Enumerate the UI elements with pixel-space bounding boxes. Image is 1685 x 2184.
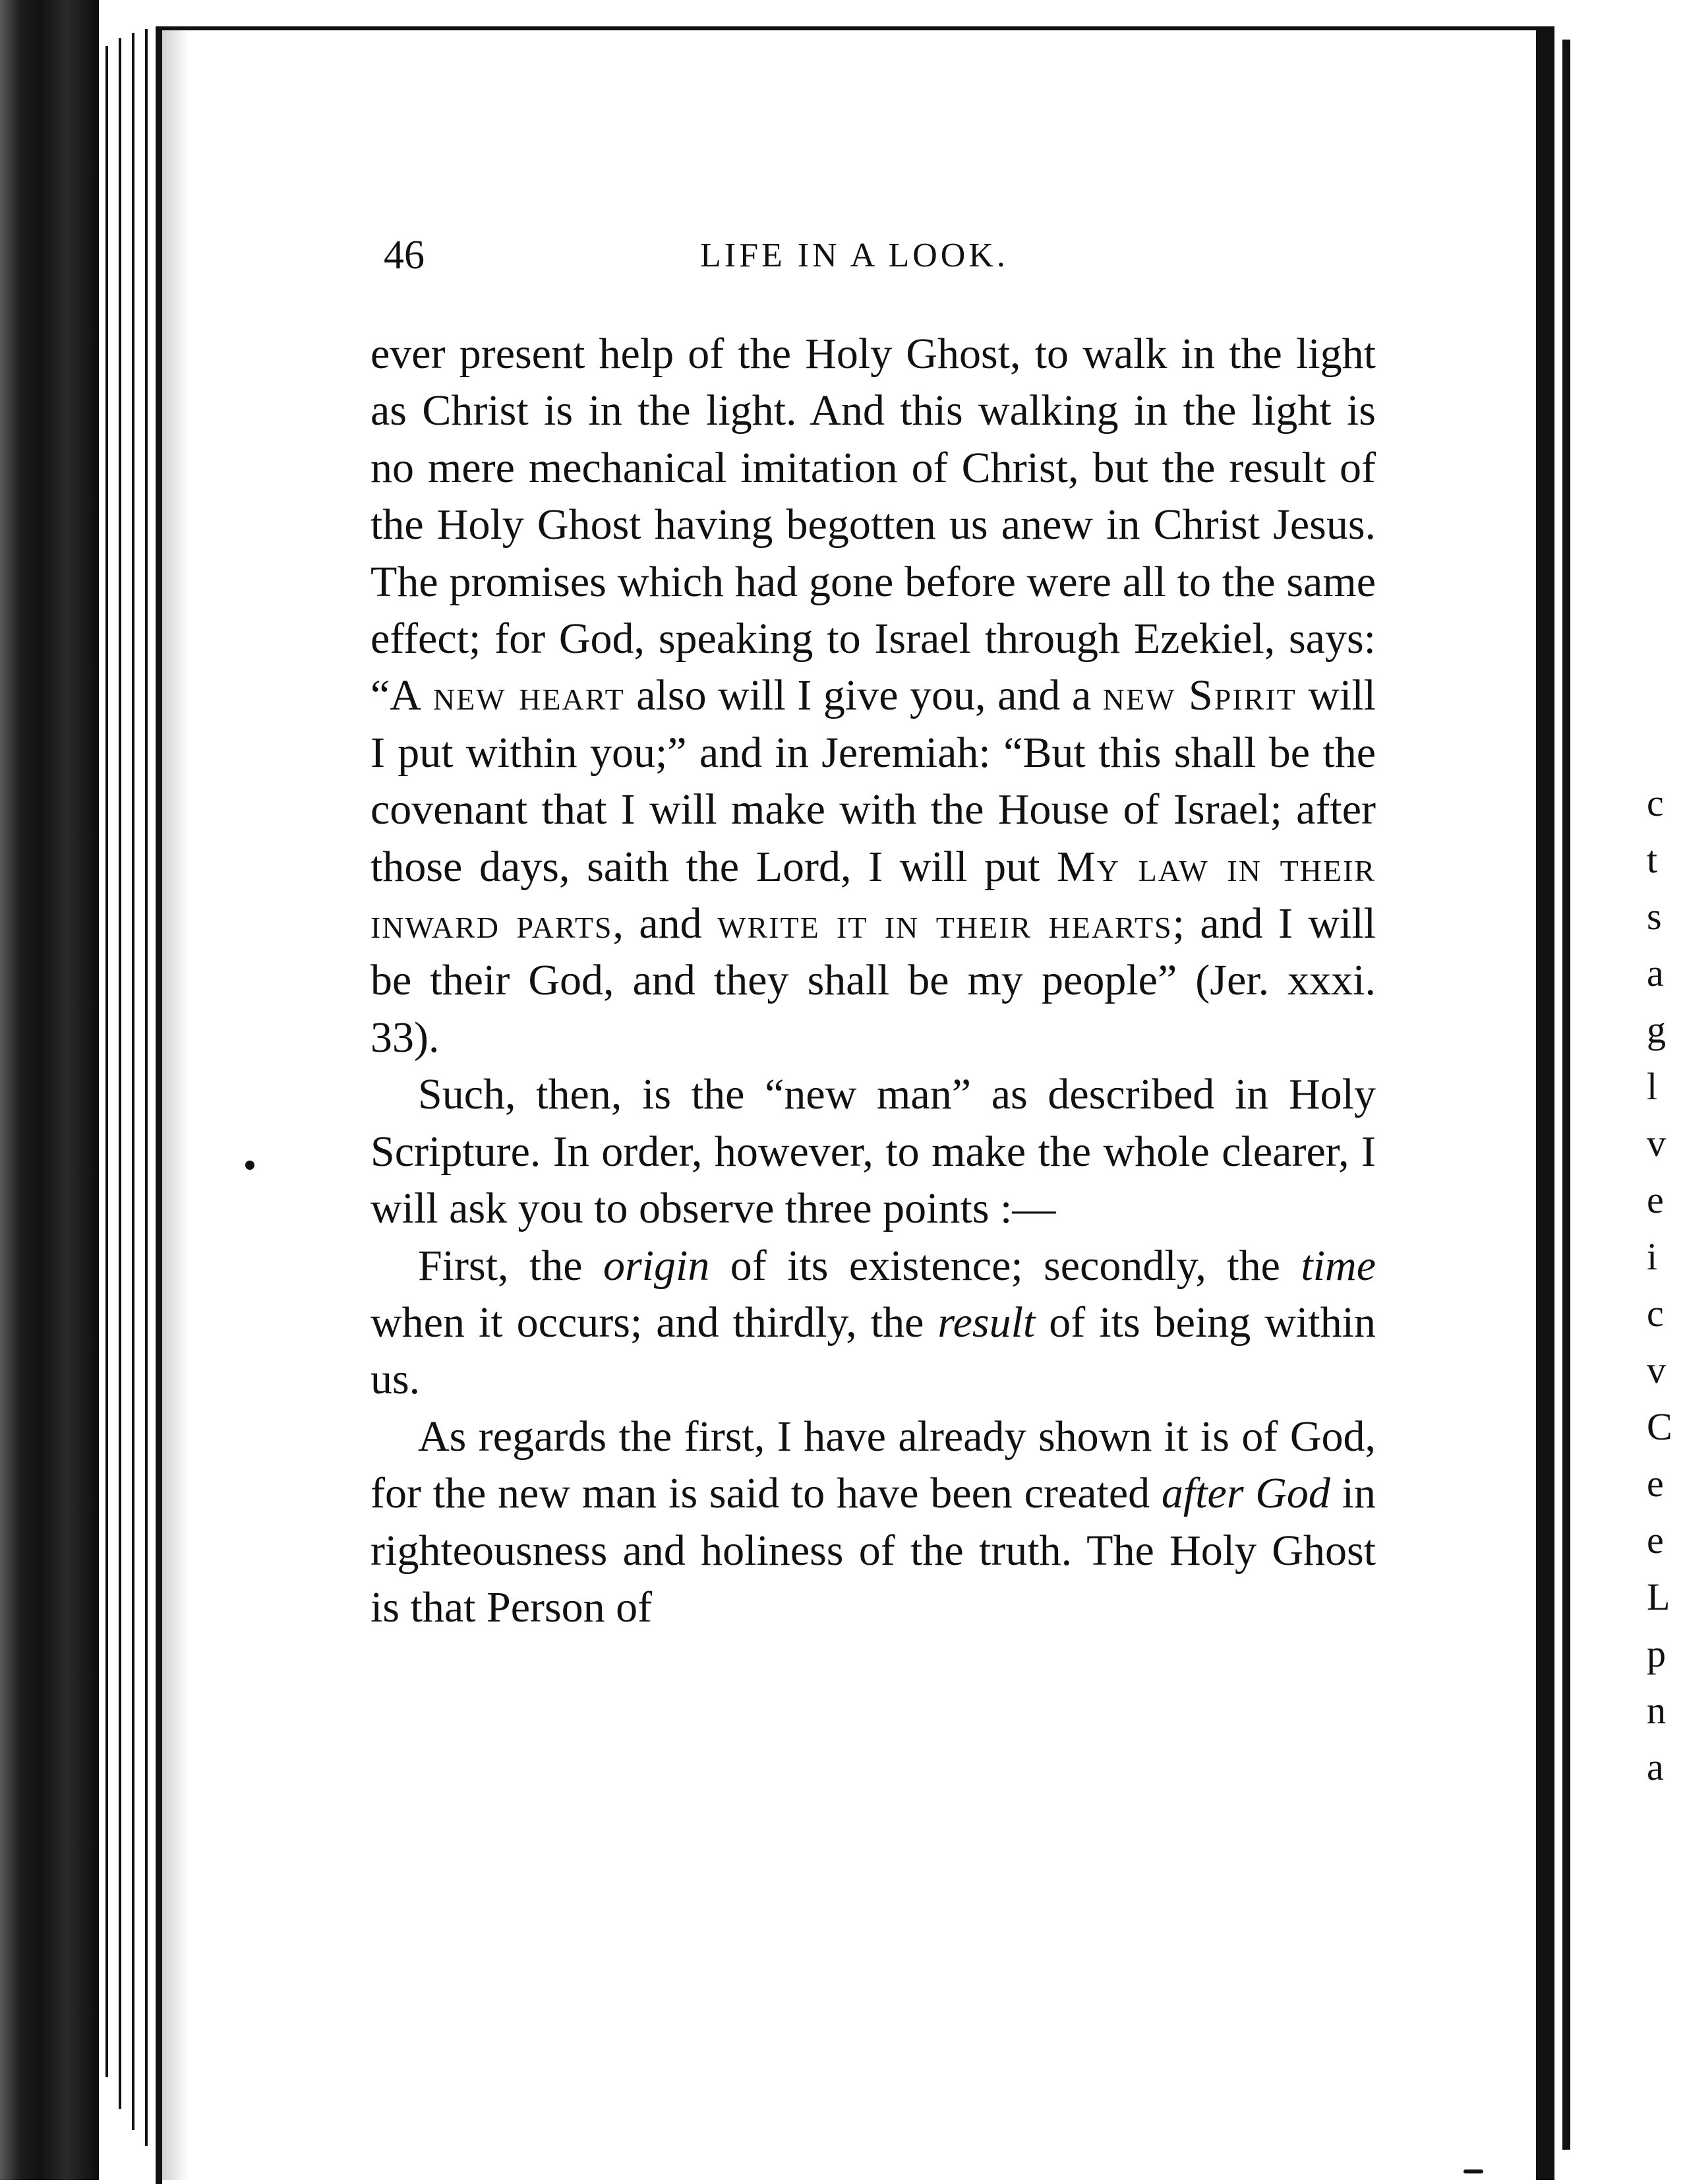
facing-letter: v [1647, 1122, 1666, 1165]
facing-letter: v [1647, 1349, 1666, 1391]
paragraph [370, 1409, 1376, 1637]
facing-letter: e [1647, 1178, 1664, 1221]
text-run: also will I give you, and a [624, 671, 1103, 720]
text-run: of its being within us. [370, 1298, 1376, 1404]
page-edge [113, 38, 121, 2109]
small-caps-run: new Spirit [1102, 671, 1297, 720]
running-head [384, 232, 1373, 285]
paragraph [370, 326, 1376, 1066]
page-shadow [162, 30, 189, 2180]
italic-run: after God [1161, 1469, 1330, 1518]
page-number: 46 [384, 233, 425, 278]
italic-run: time [1301, 1241, 1376, 1290]
italic-run: origin [603, 1241, 710, 1290]
text-run: when it occurs; and thirdly, the [370, 1298, 938, 1347]
facing-page-text [1647, 775, 1685, 1796]
text-run: , and [612, 899, 718, 948]
small-caps-run: write it in their hearts [717, 899, 1173, 948]
facing-letter: p [1647, 1632, 1666, 1675]
facing-letter: e [1647, 1519, 1664, 1562]
facing-letter: t [1647, 838, 1658, 881]
small-caps-run: A new heart [390, 671, 625, 720]
facing-letter: s [1647, 895, 1662, 938]
running-title: LIFE IN A LOOK. [700, 237, 1009, 274]
paragraph: Such, then, is the “new man” as described in Holy Scripture. In order, however, to make the whole clearer, I will ask you to observe three points :— [370, 1070, 1376, 1233]
page-edge [127, 33, 134, 2130]
book-gutter [1536, 26, 1554, 2180]
facing-letter: a [1647, 952, 1664, 994]
page-edge [100, 46, 108, 2077]
ink-speck [245, 1161, 254, 1170]
body-text [370, 326, 1376, 1636]
italic-run: result [937, 1298, 1036, 1347]
facing-letter: c [1647, 781, 1664, 824]
text-run: As regards the first, I have already shown it is of God, for the new man is said to have been created [370, 1412, 1376, 1518]
text-run: ; and I will be their God, and they shall be my people” (Jer. xxxi. 33). [370, 899, 1376, 1062]
facing-letter: n [1647, 1689, 1666, 1732]
facing-letter: a [1647, 1745, 1664, 1788]
page-edges [99, 26, 165, 2169]
facing-letter: c [1647, 1292, 1664, 1335]
paragraph [370, 1238, 1376, 1409]
facing-letter: e [1647, 1462, 1664, 1505]
book-binding [0, 0, 99, 2180]
facing-letter: l [1647, 1065, 1658, 1108]
small-caps-run: My law in their inward parts [370, 842, 1376, 948]
text-run: First, the [418, 1241, 603, 1290]
ink-speck [1463, 2169, 1483, 2173]
text-run: in righteousness and holiness of the truth. The Holy Ghost is that Person of [370, 1469, 1376, 1631]
facing-letter: C [1647, 1405, 1672, 1448]
text-run: will I put within you;” and in Jeremiah: “But this shall be the covenant that I will make with the House of Israel; after those days, saith the Lord, I will put [370, 671, 1376, 891]
facing-page-edge [1562, 40, 1570, 2150]
page-edge [140, 29, 148, 2146]
facing-letter: L [1647, 1575, 1670, 1618]
facing-letter: i [1647, 1235, 1658, 1278]
text-run: ever present help of the Holy Ghost, to walk in the light as Christ is in the light. And this walking in the light is no mere mechanical imitation of Christ, but the result of the Holy Ghost having begotten us anew in Christ Jesus. The promises which had gone before were all to the same effect; for God, speaking to Israel through Ezekiel, says: “ [370, 330, 1376, 720]
text-run: of its existence; secondly, the [709, 1241, 1301, 1290]
facing-letter: g [1647, 1008, 1666, 1051]
